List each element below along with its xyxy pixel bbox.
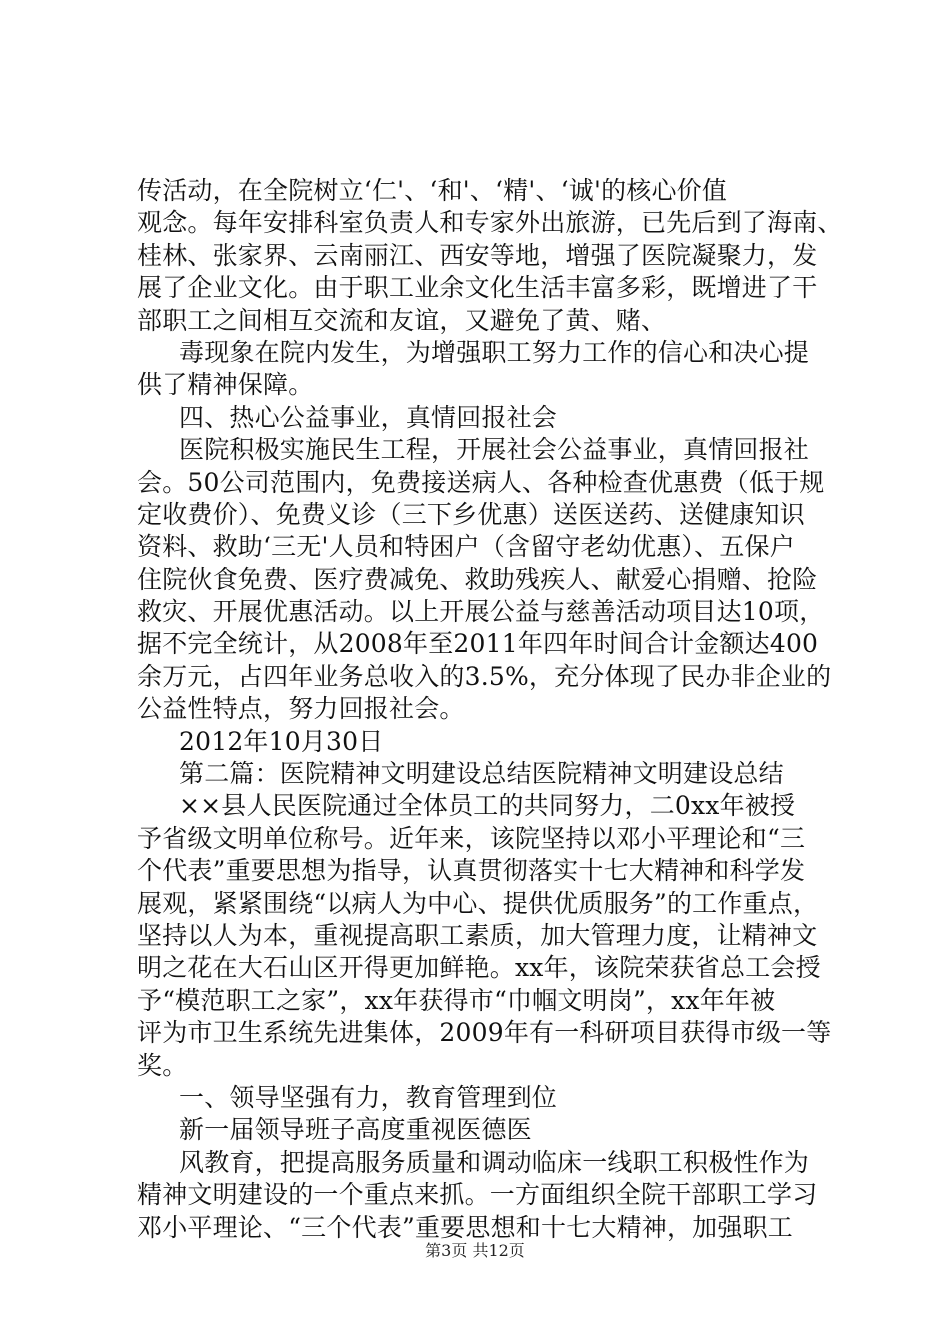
text-line: 邓小平理论、“三个代表”重要思想和十七大精神，加强职工 <box>137 1212 793 1242</box>
text-line: 坚持以人为本，重视提高职工素质，加大管理力度，让精神文 <box>137 920 818 950</box>
text-line: 部职工之间相互交流和友谊，又避免了黄、赌、 <box>137 305 667 335</box>
text-line: 展观，紧紧围绕“以病人为中心、提供优质服务”的工作重点， <box>137 888 819 918</box>
text-line: 精神文明建设的一个重点来抓。一方面组织全院干部职工学习 <box>137 1180 818 1210</box>
text-line: 个代表”重要思想为指导，认真贯彻落实十七大精神和科学发 <box>137 856 806 886</box>
text-line: 医院积极实施民生工程，开展社会公益事业，真情回报社 <box>179 435 810 465</box>
text-line: 公益性特点，努力回报社会。 <box>137 694 465 724</box>
text-line: 桂林、张家界、云南丽江、西安等地，增强了医院凝聚力，发 <box>137 240 818 270</box>
text-line: 予省级文明单位称号。近年来，该院坚持以邓小平理论和“三 <box>137 823 806 853</box>
text-line: 资料、救助‘三无'人员和特困户（含留守老幼优惠）、五保户 <box>137 532 795 562</box>
document-body <box>137 175 843 1244</box>
chapter-heading: 第二篇：医院精神文明建设总结医院精神文明建设总结 <box>179 759 784 789</box>
text-line: 据不完全统计，从2008年至2011年四年时间合计金额达400 <box>137 629 819 659</box>
text-line: 明之花在大石山区开得更加鲜艳。xx年，该院荣获省总工会授 <box>137 953 821 983</box>
text-line: 救灾、开展优惠活动。以上开展公益与慈善活动项目达10项， <box>137 597 825 627</box>
text-line: 余万元，占四年业务总收入的3.5%，充分体现了民办非企业的 <box>137 661 832 691</box>
text-line: 供了精神保障。 <box>137 370 314 400</box>
text-line: 展了企业文化。由于职工业余文化生活丰富多彩，既增进了干 <box>137 273 818 303</box>
section-heading: 四、热心公益事业，真情回报社会 <box>179 402 558 432</box>
text-line: 毒现象在院内发生，为增强职工努力工作的信心和决心提 <box>179 337 810 367</box>
text-line: 住院伙食免费、医疗费减免、救助残疾人、献爱心捐赠、抢险 <box>137 564 818 594</box>
page-number-footer: 第3页 共12页 <box>425 1241 525 1260</box>
text-line: 奖。 <box>137 1050 188 1080</box>
section-heading: 一、领导坚强有力，教育管理到位 <box>179 1082 558 1112</box>
text-line: 评为市卫生系统先进集体，2009年有一科研项目获得市级一等 <box>137 1018 832 1048</box>
text-line: 传活动，在全院树立‘仁'、‘和'、‘精'、‘诚'的核心价值 <box>137 176 728 205</box>
text-line: 定收费价）、免费义诊（三下乡优惠）送医送药、送健康知识 <box>137 499 805 529</box>
text-line: 新一届领导班子高度重视医德医 <box>179 1115 532 1145</box>
text-line: 风教育，把提高服务质量和调动临床一线职工积极性作为 <box>179 1147 810 1177</box>
date-line: 2012年10月30日 <box>179 726 384 756</box>
text-line: 予“模范职工之家”，xx年获得市“巾帼文明岗”，xx年年被 <box>137 985 776 1015</box>
text-line: 观念。每年安排科室负责人和专家外出旅游，已先后到了海南、 <box>137 208 843 238</box>
text-line: 会。50公司范围内，免费接送病人、各种检查优惠费（低于规 <box>137 467 825 497</box>
text-line: ××县人民医院通过全体员工的共同努力，二0xx年被授 <box>179 791 796 821</box>
